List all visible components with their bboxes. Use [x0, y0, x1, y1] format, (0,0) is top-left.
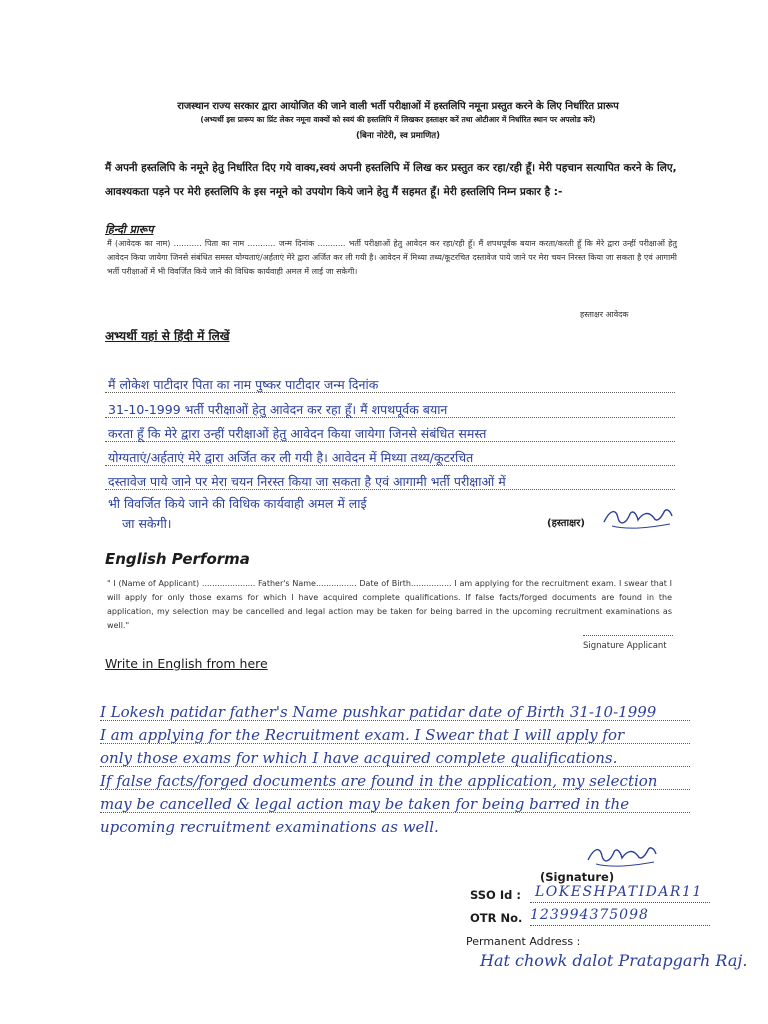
handwritten-hindi-line: योग्यताएं/अर्हताएं मेरे द्वारा अर्जित कर ली गयी है। आवेदन में मिथ्या तथ्य/कूटरचित	[108, 450, 474, 465]
form-instructions: (अभ्यर्थी इस प्रारूप का प्रिंट लेकर नमूना वाक्यों को स्वयं की हस्तलिपि में लिखकर हस्ताक्षर करें तथा ओटीआर में निर्धारित स्थान पर अपलोड करें)	[200, 115, 596, 124]
handwritten-english-line: upcoming recruitment examinations as well.	[100, 818, 439, 836]
candidate-hindi-heading: अभ्यर्थी यहां से हिंदी में लिखें	[105, 329, 230, 343]
handwritten-hindi-line: दस्तावेज पाये जाने पर मेरा चयन निरस्त किया जा सकता है एवं आगामी भर्ती परीक्षाओं में	[108, 474, 506, 489]
sso-id-value: LOKESHPATIDAR11	[535, 884, 703, 900]
handwritten-english-line: If false facts/forged documents are found in the application, my selection	[100, 772, 658, 790]
permanent-address-label: Permanent Address :	[466, 935, 581, 948]
hindi-candidate-signature-label: (हस्ताक्षर)	[547, 518, 585, 529]
signature-label: (Signature)	[540, 870, 615, 884]
english-format-text: " I (Name of Applicant) ..................... Father's Name................ Date of Birth................ I am applying for the recruitment exam. I swear that I will apply for only those exams for which I have acquired complete qualifications. If false facts/forged documents are found in the application, my selection may be cancelled and legal action may be taken for being barred in the upcoming recruitment examinations as well."	[107, 579, 672, 630]
otr-no-label: OTR No.	[470, 911, 523, 925]
handwritten-hindi-line: भी विवर्जित किये जाने की विधिक कार्यवाही अमल में लाई	[108, 496, 367, 511]
handwritten-english-line: only those exams for which I have acquired complete qualifications.	[100, 749, 618, 767]
otr-underline	[530, 925, 710, 926]
signature-line	[583, 635, 673, 636]
otr-no-value: 123994375098	[530, 907, 649, 923]
hindi-signature-label: हस्ताक्षर आवेदक	[580, 310, 629, 319]
sso-id-label: SSO Id :	[470, 888, 521, 902]
handwritten-hindi-line: जा सकेगी।	[122, 516, 172, 531]
handwritten-hindi-line: करता हूँ कि मेरे द्वारा उन्हीं परीक्षाओं हेतु आवेदन किया जायेगा जिनसे संबंधित समस्त	[108, 426, 487, 441]
form-title: राजस्थान राज्य सरकार द्वारा आयोजित की जाने वाली भर्ती परीक्षाओं में हस्तलिपि नमूना प्रस्तुत करने के लिए निर्धारित प्रारूप	[177, 101, 619, 112]
handwritten-signature-icon	[598, 500, 678, 534]
handwritten-signature-icon	[582, 838, 662, 872]
english-format-title: English Performa	[105, 550, 250, 568]
hindi-format-title: हिन्दी प्रारूप	[105, 223, 154, 236]
form-note: (बिना नोटेरी, स्व प्रमाणित)	[355, 131, 441, 141]
sso-underline	[530, 902, 710, 903]
declaration-intro: मैं अपनी हस्तलिपि के नमूने हेतु निर्धारित दिए गये वाक्य,स्वयं अपनी हस्तलिपि में लिख कर प्रस्तुत कर रहा/रही हूँ। मेरी पहचान सत्यापित करने के लिए, आवश्यकता पड़ने पर मेरी हस्तलिपि के इस नमूने को उपयोग किये जाने हेतु मैं सहमत हूँ। मेरी हस्तलिपि निम्न प्रकार है :-	[105, 162, 677, 198]
handwritten-hindi-line: मैं लोकेश पाटीदार पिता का नाम पुष्कर पाटीदार जन्म दिनांक	[108, 377, 379, 392]
handwritten-english-line: may be cancelled & legal action may be taken for being barred in the	[100, 795, 630, 813]
hindi-format-text: मैं (आवेदक का नाम) ........... पिता का नाम ........... जन्म दिनांक ........... भर्ती परीक्षाओं हेतु आवेदन कर रहा/रही हूँ। मैं शपथपूर्वक बयान करता/करती हूँ कि मेरे द्वारा उन्हीं परीक्षाओं हेतु आवेदन किया जायेगा जिनसे संबंधित समस्त योग्यताएं/अर्हताएं मेरे द्वारा अर्जित कर ली गयी है। आवेदन में मिथ्या तथ्य/कूटरचित दस्तावेज पाये जाने पर मेरा चयन निरस्त किया जा सकता है एवं आगामी भर्ती परीक्षाओं में भी विवर्जित किये जाने की विधिक कार्यवाही अमल में लाई जा सकेगी।	[107, 239, 677, 276]
handwritten-english-line: I am applying for the Recruitment exam. I Swear that I will apply for	[100, 726, 625, 744]
handwritten-hindi-line: 31-10-1999 भर्ती परीक्षाओं हेतु आवेदन कर रहा हूँ। मैं शपथपूर्वक बयान	[108, 402, 448, 417]
candidate-english-heading: Write in English from here	[105, 656, 268, 671]
handwritten-english-line: I Lokesh patidar father's Name pushkar patidar date of Birth 31-10-1999	[100, 703, 657, 721]
permanent-address-value: Hat chowk dalot Pratapgarh Raj.	[480, 951, 748, 970]
english-signature-label: Signature Applicant	[583, 641, 667, 651]
